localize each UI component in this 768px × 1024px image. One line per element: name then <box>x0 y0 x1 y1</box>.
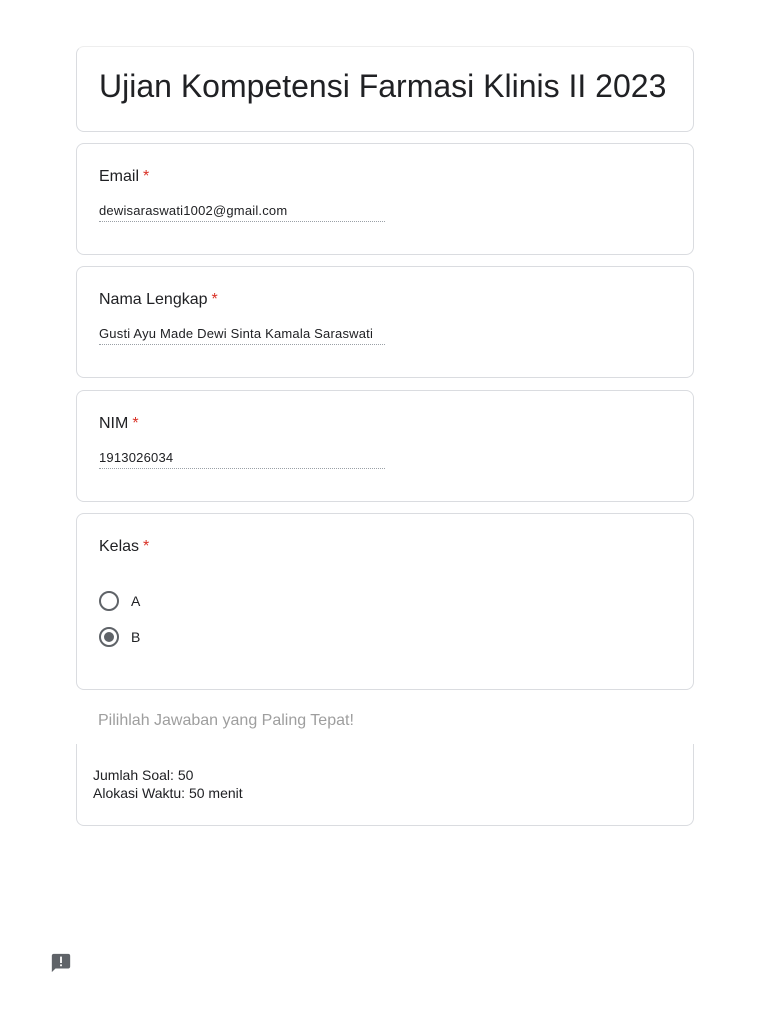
email-field[interactable]: dewisaraswati1002@gmail.com <box>99 202 385 222</box>
nama-field[interactable]: Gusti Ayu Made Dewi Sinta Kamala Saraswati <box>99 325 385 345</box>
radio-checked-icon[interactable] <box>99 627 119 647</box>
nama-question-card <box>76 266 694 378</box>
email-label <box>99 167 149 187</box>
feedback-icon[interactable] <box>50 952 72 974</box>
required-asterisk: * <box>143 538 150 555</box>
required-asterisk: * <box>132 415 139 432</box>
kelas-option-b[interactable] <box>99 626 140 648</box>
section-info-card <box>76 744 694 826</box>
kelas-question-card <box>76 513 694 690</box>
info-line-soal: Jumlah Soal: 50 <box>93 767 194 783</box>
kelas-option-a[interactable] <box>99 590 140 612</box>
nim-label <box>99 414 139 434</box>
email-label-text: Email <box>99 168 140 185</box>
nim-question-card <box>76 390 694 502</box>
form-title: Ujian Kompetensi Farmasi Klinis II 2023 <box>99 68 667 104</box>
nama-label <box>99 290 218 310</box>
option-label: B <box>131 629 141 645</box>
section-note: Pilihlah Jawaban yang Paling Tepat! <box>98 712 354 729</box>
required-asterisk: * <box>143 168 150 185</box>
feedback-icon-graphic <box>50 952 72 974</box>
option-label: A <box>131 593 141 609</box>
required-asterisk: * <box>211 291 218 308</box>
email-question-card <box>76 143 694 255</box>
radio-unchecked-icon[interactable] <box>99 591 119 611</box>
info-line-waktu: Alokasi Waktu: 50 menit <box>93 785 243 801</box>
kelas-label <box>99 537 149 557</box>
kelas-label-text: Kelas <box>99 538 140 555</box>
form-header-card <box>76 46 694 132</box>
nama-label-text: Nama Lengkap <box>99 291 208 308</box>
nim-label-text: NIM <box>99 415 129 432</box>
nim-field[interactable]: 1913026034 <box>99 449 385 469</box>
